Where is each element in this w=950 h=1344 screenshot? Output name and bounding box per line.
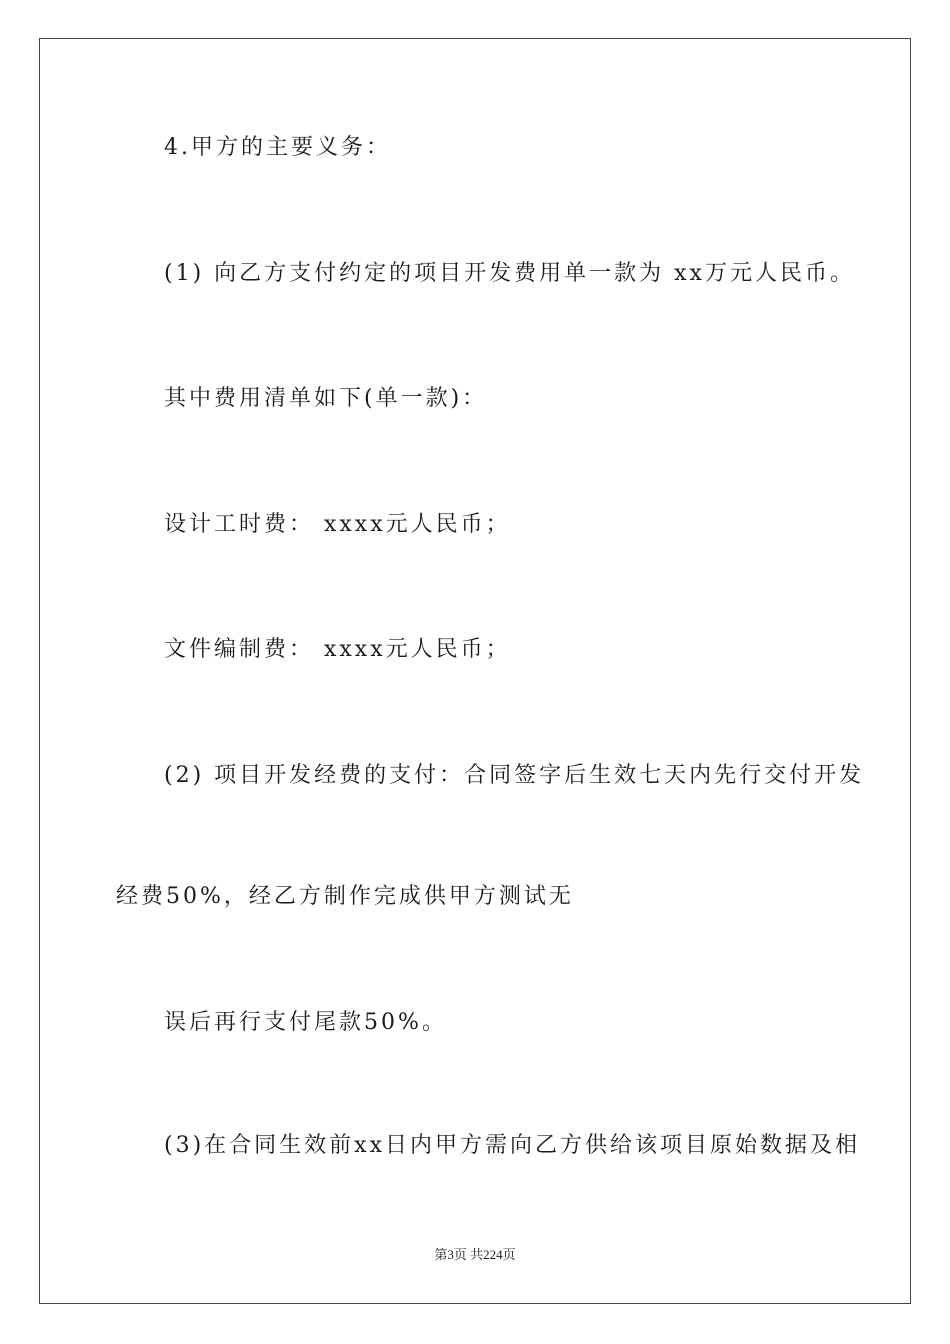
page-number-footer: 第3页 共224页 xyxy=(434,1247,516,1262)
clause-2-final-payment: 误后再行支付尾款50%。 xyxy=(164,1010,447,1035)
clause-3-original-data: (3)在合同生效前xx日内甲方需向乙方供给该项目原始数据及相 xyxy=(164,1133,860,1158)
fee-list-intro: 其中费用清单如下(单一款)： xyxy=(164,386,488,411)
fee-item-document-preparation: 文件编制费： xxxx元人民币； xyxy=(164,637,511,662)
section-heading-party-a-obligations: 4.甲方的主要义务： xyxy=(164,135,391,160)
clause-1-payment-amount: (1) 向乙方支付约定的项目开发费用单一款为 xx万元人民币。 xyxy=(164,261,855,286)
fee-item-design-hours: 设计工时费： xxxx元人民币； xyxy=(164,512,511,537)
page-border xyxy=(39,38,911,1304)
clause-2-payment-schedule: (2) 项目开发经费的支付：合同签字后生效七天内先行交付开发 xyxy=(164,763,865,788)
clause-2-continuation: 经费50%，经乙方制作完成供甲方测试无 xyxy=(116,884,574,909)
